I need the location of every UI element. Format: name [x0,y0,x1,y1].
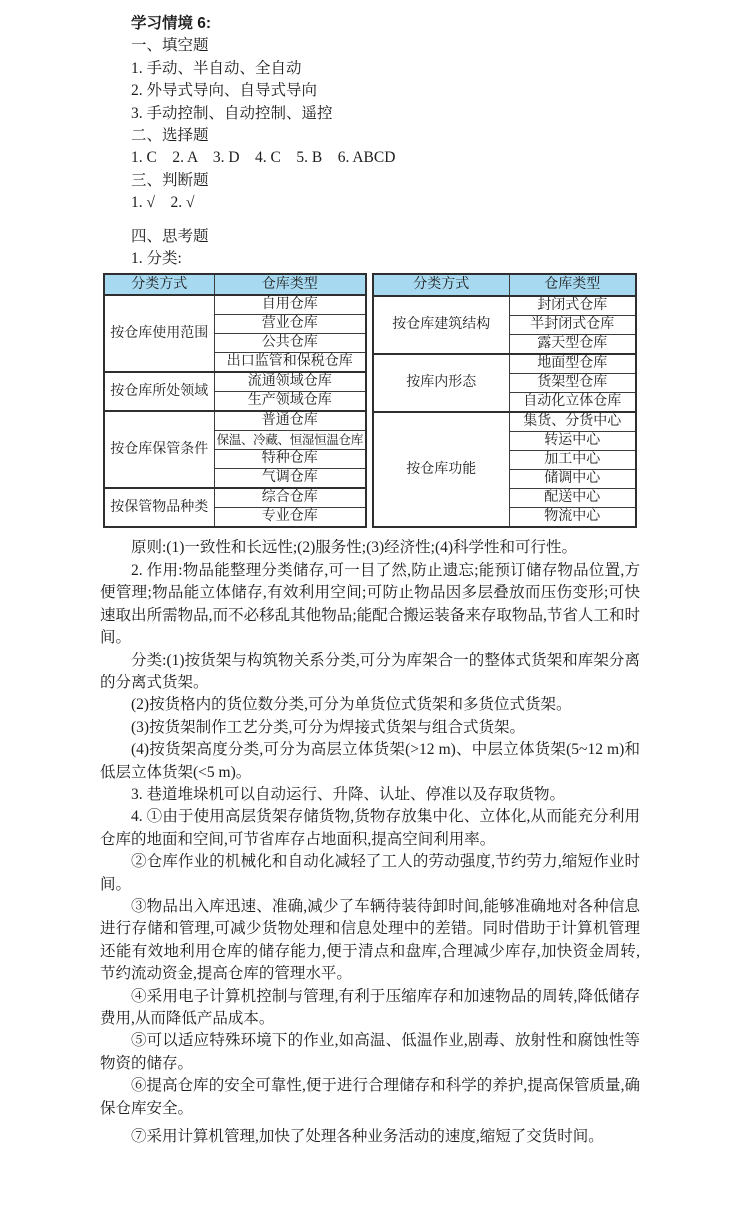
answer-paragraph: ②仓库作业的机械化和自动化减轻了工人的劳动强度,节约劳力,缩短作业时间。 [100,853,640,893]
column-header: 仓库类型 [509,274,636,295]
answer-paragraph: ⑥提高仓库的安全可靠性,便于进行合理储存和科学的养护,提高保管质量,确保仓库安全。 [100,1077,640,1117]
type-cell: 转运中心 [509,431,636,450]
type-cell: 流通领域仓库 [214,372,366,392]
category-cell: 按库内形态 [373,354,509,412]
type-cell: 加工中心 [509,451,636,470]
warehouse-classification-tables [103,273,640,528]
category-cell: 按仓库功能 [373,412,509,528]
table-header-row [104,274,366,295]
classification-table-left [103,273,367,528]
category-cell: 按保管物品种类 [104,488,214,527]
table-row [373,296,636,316]
table-row [373,412,636,432]
type-cell: 自动化立体仓库 [509,392,636,412]
answer-paragraph: 4. ①由于使用高层货架存储货物,货物存放集中化、立体化,从而能充分利用仓库的地面和空间,可节省库存占地面积,提高空间利用率。 [100,808,640,848]
type-cell: 配送中心 [509,489,636,508]
category-cell: 按仓库建筑结构 [373,296,509,354]
table-row [104,372,366,392]
fill-blank-answer-3: 3. 手动控制、自动控制、遥控 [131,104,333,122]
type-cell: 综合仓库 [214,488,366,508]
answer-paragraph: 分类:(1)按货架与构筑物关系分类,可分为库架合一的整体式货架和库架分离的分离式货架。 [100,651,640,691]
type-cell: 封闭式仓库 [509,296,636,316]
table-header-row [373,274,636,295]
type-cell: 气调仓库 [214,469,366,489]
column-header: 分类方式 [104,274,214,295]
type-cell: 保温、冷藏、恒湿恒温仓库 [214,431,366,450]
section-heading-fill-blank: 一、填空题 [131,37,209,55]
category-cell: 按仓库所处领域 [104,372,214,411]
type-cell: 地面型仓库 [509,354,636,374]
answer-paragraph: 3. 巷道堆垛机可以自动运行、升降、认址、停准以及存取货物。 [131,785,566,803]
type-cell: 半封闭式仓库 [509,315,636,334]
type-cell: 专业仓库 [214,508,366,528]
fill-blank-answer-1: 1. 手动、半自动、全自动 [131,59,302,77]
answer-paragraph: (2)按货格内的货位数分类,可分为单货位式货架和多货位式货架。 [131,696,572,714]
type-cell: 营业仓库 [214,315,366,334]
answer-paragraph: 2. 作用:物品能整理分类储存,可一目了然,防止遗忘;能预订储存物品位置,方便管理;物品能立体储存,有效利用空间;可防止物品因多层叠放而压伤变形;可快速取出所需物品,而不必移乱其他物品;能配合搬运装备来存取物品,节省人工和时间。 [100,561,640,647]
answer-paragraph: ⑤可以适应特殊环境下的作业,如高温、低温作业,剧毒、放射性和腐蚀性等物资的储存。 [100,1032,640,1072]
table-row [104,488,366,508]
choice-answers: 1. C 2. A 3. D 4. C 5. B 6. ABCD [131,149,396,167]
type-cell: 普通仓库 [214,411,366,431]
classification-table-right [372,273,637,528]
section-heading-choice: 二、选择题 [131,127,209,145]
answer-paragraph: ③物品出入库迅速、准确,减少了车辆待装待卸时间,能够准确地对各种信息进行存储和管理,可减少货物处理和信息处理中的差错。同时借助于计算机管理还能有效地利用仓库的储存能力,便于清点和盘库,合理减少库存,加快资金周转,节约流动资金,提高仓库的管理水平。 [100,897,640,983]
judgement-answers: 1. √ 2. √ [131,194,195,212]
section-heading-thinking: 四、思考题 [131,227,209,245]
thinking-q1-label: 1. 分类: [131,250,182,268]
type-cell: 特种仓库 [214,450,366,469]
type-cell: 物流中心 [509,508,636,528]
answer-paragraph: (3)按货架制作工艺分类,可分为焊接式货架与组合式货架。 [131,718,525,736]
category-cell: 按仓库使用范围 [104,295,214,372]
page-title: 学习情境 6: [131,15,212,32]
answer-paragraph: (4)按货架高度分类,可分为高层立体货架(>12 m)、中层立体货架(5~12 m)和低层立体货架(<5 m)。 [100,741,640,781]
table-row [373,354,636,374]
table-row [104,411,366,431]
table-row [104,295,366,315]
type-cell: 自用仓库 [214,295,366,315]
type-cell: 露天型仓库 [509,334,636,354]
answer-paragraph: ④采用电子计算机控制与管理,有利于压缩库存和加速物品的周转,降低储存费用,从而降低产品成本。 [100,987,640,1027]
type-cell: 公共仓库 [214,334,366,353]
answer-paragraph: 原则:(1)一致性和长远性;(2)服务性;(3)经济性;(4)科学性和可行性。 [131,539,578,557]
thinking-answers [100,537,640,1148]
column-header: 分类方式 [373,274,509,295]
answer-paragraph: ⑦采用计算机管理,加快了处理各种业务活动的速度,缩短了交货时间。 [131,1128,604,1146]
type-cell: 集货、分货中心 [509,412,636,432]
category-cell: 按仓库保管条件 [104,411,214,488]
type-cell: 出口监管和保税仓库 [214,353,366,373]
fill-blank-answer-2: 2. 外导式导向、自导式导向 [131,82,318,100]
column-header: 仓库类型 [214,274,366,295]
type-cell: 生产领域仓库 [214,392,366,412]
type-cell: 储调中心 [509,470,636,489]
section-heading-judgement: 三、判断题 [131,171,209,189]
type-cell: 货架型仓库 [509,373,636,392]
